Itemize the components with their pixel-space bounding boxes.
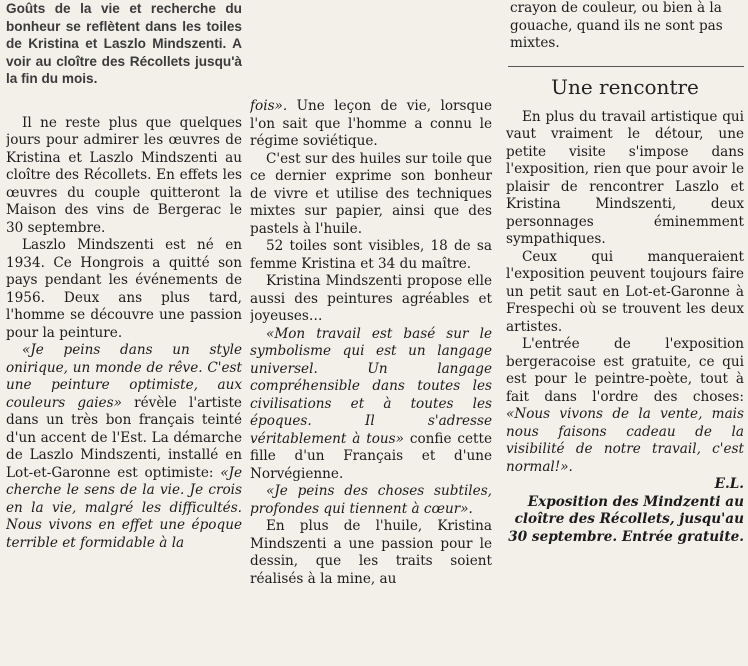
paragraph: crayon de couleur, ou bien à la gouache, quand ils ne sont pas mixtes.	[510, 0, 723, 51]
paragraph-text: révèle l'artiste dans un très bon français teinté d'un accent de l'Est. La démarche de Laszlo Mindszenti, installé en Lot-et-Garonne est optimiste:	[6, 394, 242, 481]
paragraph: Il ne reste plus que quelques jours pour admirer les œuvres de Kristina et Laszlo Mindszenti au cloître des Récollets. En effets les œuvres du couple quitteront la Maison des vins de Bergerac le 30 septembre.	[6, 114, 242, 236]
quote: «Mon travail est basé sur le symbolisme qui est un langage universel. Un langage compréhensible dans toutes les civilisations et à toutes les époques. Il s'adresse véritablement à tous»	[250, 325, 492, 447]
paragraph	[6, 342, 242, 552]
paragraph	[250, 326, 492, 484]
paragraph: Ceux qui manqueraient l'exposition peuvent toujours faire un petit saut en Lot-et-Garonne à Frespechi où se trouvent les deux artistes.	[506, 248, 744, 335]
paragraph	[506, 336, 744, 476]
column-2	[250, 0, 492, 666]
quote: «Nous vivons de la vente, mais nous faisons cadeau de la visibilité de notre travail, c'est normal!».	[506, 406, 744, 475]
paragraph: En plus du travail artistique qui vaut vraiment le détour, une petite visite s'impose dans l'exposition, rien que pour avoir le plaisir de rencontrer Laszlo et Kristina Mindszenti, deux personnages éminemment sympathiques.	[506, 108, 744, 247]
paragraph: En plus de l'huile, Kristina Mindszenti a une passion pour le dessin, que les traits soient réalisés à la mine, au	[250, 518, 492, 587]
paragraph: C'est sur des huiles sur toile que ce dernier exprime son bonheur de vivre et utilise des techniques mixtes sur papier, ainsi que des pastels à l'huile.	[250, 150, 492, 237]
column-3	[506, 0, 744, 666]
quote: «Je cherche le sens de la vie. Je crois en la vie, malgré les difficultés. Nous vivons en effet une époque terrible et formidable à la	[6, 464, 242, 551]
paragraph	[250, 98, 492, 151]
paragraph: Laszlo Mindszenti est né en 1934. Ce Hongrois a quitté son pays pendant les événements de 1956. Deux ans plus tard, l'homme se découvre une passion pour la peinture.	[6, 237, 242, 341]
signature: E.L.	[714, 476, 744, 492]
article-lede: Goûts de la vie et recherche du bonheur se reflètent dans les toiles de Kristina et Laszlo Mindszenti. A voir au cloître des Récollets jusqu'à la fin du mois.	[6, 1, 242, 86]
column-1	[6, 0, 242, 666]
quote: «Je peins dans un style onirique, un monde de rêve. C'est une peinture optimiste, aux couleurs gaies»	[6, 342, 242, 411]
divider	[508, 66, 744, 67]
exhibition-info: Exposition des Mindzenti au cloître des Récollets, jusqu'au 30 septembre. Entrée gratuite.	[508, 493, 744, 545]
paragraph	[250, 483, 492, 518]
paragraph-text: L'entrée de l'exposition bergeracoise est gratuite, ce qui est pour le peintre-poète, tout à fait dans l'ordre des choses:	[506, 336, 744, 405]
paragraph-text: Une leçon de vie, lorsque l'on sait que l'homme a connu le régime soviétique.	[250, 98, 492, 149]
quote: «Je peins des choses subtiles, profondes qui tiennent à cœur».	[250, 483, 492, 517]
paragraph: Kristina Mindszenti propose elle aussi des peintures agréables et joyeuses…	[250, 273, 492, 324]
section-heading: Une rencontre	[551, 74, 699, 99]
paragraph: 52 toiles sont visibles, 18 de sa femme Kristina et 34 du maître.	[250, 238, 492, 272]
paragraph-text: confie cette fille d'un Français et d'une Norvégienne.	[250, 430, 492, 482]
quote: fois».	[250, 98, 288, 114]
